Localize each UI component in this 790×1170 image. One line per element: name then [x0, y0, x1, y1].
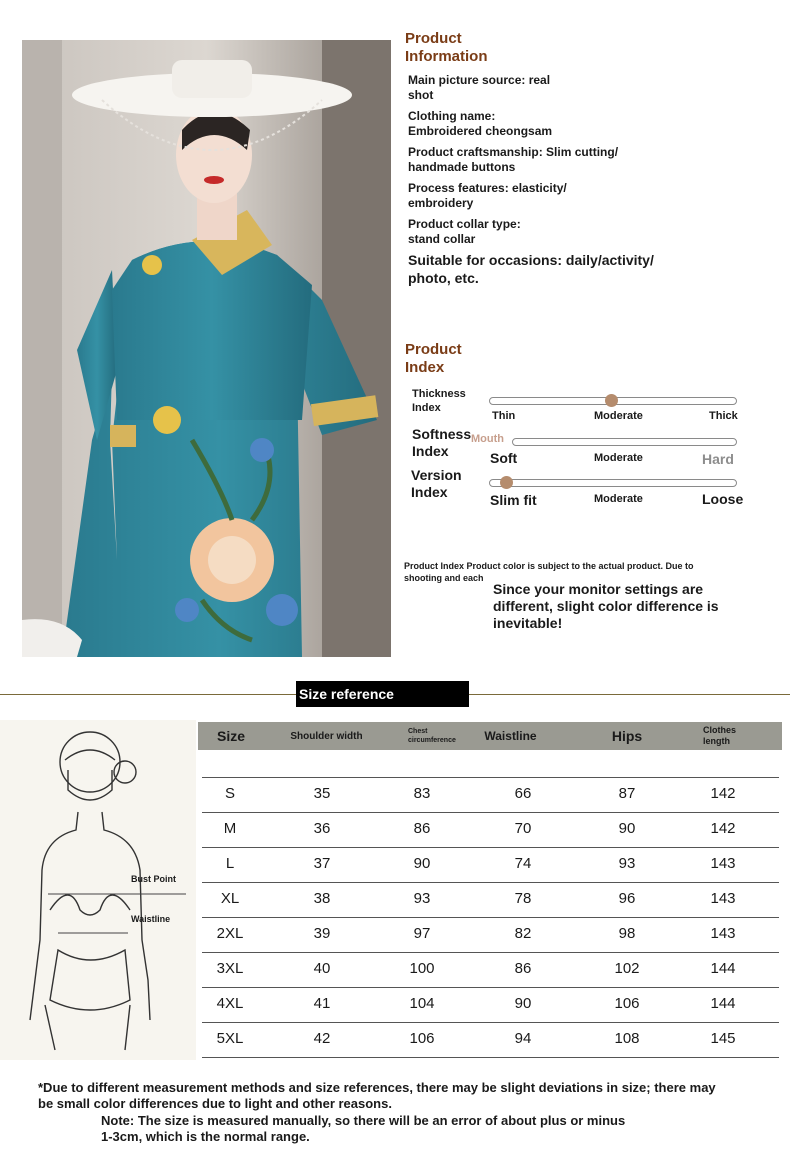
- measure-cell: 108: [614, 1030, 640, 1047]
- measure-cell: 143: [710, 855, 736, 872]
- size-cell: M: [223, 820, 237, 837]
- body-measurement-figure: [0, 720, 196, 1060]
- measure-cell: 38: [313, 890, 331, 907]
- info-item-craftsmanship: Product craftsmanship: Slim cutting/ handmade buttons: [408, 145, 619, 174]
- measure-cell: 40: [313, 960, 331, 977]
- measure-cell: 37: [313, 855, 331, 872]
- table-row-divider: [202, 987, 779, 988]
- measure-cell: 142: [710, 820, 736, 837]
- info-item-source: Main picture source: real shot: [408, 73, 551, 102]
- thickness-index-label: Thickness Index: [412, 388, 466, 414]
- table-row-divider: [202, 777, 779, 778]
- measure-cell: 143: [710, 890, 736, 907]
- version-mid-label: Moderate: [594, 493, 643, 505]
- measure-cell: 104: [409, 995, 435, 1012]
- size-cell: 2XL: [216, 925, 244, 942]
- size-cell: L: [225, 855, 235, 872]
- thickness-index-knob: [605, 394, 618, 407]
- measure-cell: 90: [413, 855, 431, 872]
- measure-cell: 106: [409, 1030, 435, 1047]
- product-index-title: Product Index: [405, 341, 462, 376]
- table-row-divider: [202, 882, 779, 883]
- info-item-process: Process features: elasticity/ embroidery: [408, 181, 567, 210]
- measure-cell: 106: [614, 995, 640, 1012]
- footnote-measurement: *Due to different measurement methods and size references, there may be slight deviations in size; there may be small color differences due to light and other reasons.: [38, 1080, 716, 1111]
- softness-index-label: Softness Index: [412, 426, 472, 459]
- measure-cell: 78: [514, 890, 532, 907]
- softness-overlay-text: Mouth: [471, 433, 504, 445]
- softness-right-label: Hard: [702, 451, 734, 467]
- product-info-title: Product Information: [405, 30, 488, 65]
- table-row-divider: [202, 847, 779, 848]
- size-table-header: [198, 722, 782, 750]
- version-left-label: Slim fit: [490, 492, 537, 508]
- size-cell: XL: [220, 890, 240, 907]
- footnote-manual-note: Note: The size is measured manually, so there will be an error of about plus or minus 1-3cm, which is the normal range.: [101, 1113, 626, 1144]
- measure-cell: 41: [313, 995, 331, 1012]
- measure-cell: 70: [514, 820, 532, 837]
- measure-cell: 82: [514, 925, 532, 942]
- measure-cell: 66: [514, 785, 532, 802]
- measure-cell: 42: [313, 1030, 331, 1047]
- measure-cell: 145: [710, 1030, 736, 1047]
- table-row-divider: [202, 1057, 779, 1058]
- product-photo: [22, 40, 391, 657]
- table-row-divider: [202, 1022, 779, 1023]
- measure-cell: 102: [614, 960, 640, 977]
- col-header-waistline: Waistline: [484, 729, 537, 743]
- measure-cell: 83: [413, 785, 431, 802]
- col-header-chest: Chest circumference: [408, 728, 456, 744]
- version-index-knob: [500, 476, 513, 489]
- measure-cell: 39: [313, 925, 331, 942]
- measure-cell: 87: [618, 785, 636, 802]
- measure-cell: 93: [413, 890, 431, 907]
- table-row-divider: [202, 812, 779, 813]
- measure-cell: 86: [413, 820, 431, 837]
- measure-cell: 143: [710, 925, 736, 942]
- measure-cell: 98: [618, 925, 636, 942]
- table-row-divider: [202, 952, 779, 953]
- col-header-length: Clothes length: [703, 725, 737, 746]
- info-item-name: Clothing name: Embroidered cheongsam: [408, 109, 553, 138]
- version-right-label: Loose: [702, 491, 744, 507]
- measure-cell: 90: [618, 820, 636, 837]
- size-cell: 4XL: [216, 995, 244, 1012]
- col-header-hips: Hips: [611, 728, 643, 744]
- table-row-divider: [202, 917, 779, 918]
- col-header-shoulder: Shoulder width: [290, 730, 363, 742]
- size-reference-title: Size reference: [296, 681, 469, 707]
- measure-cell: 94: [514, 1030, 532, 1047]
- measure-cell: 86: [514, 960, 532, 977]
- thickness-right-label: Thick: [709, 410, 738, 422]
- size-cell: 5XL: [216, 1030, 244, 1047]
- measure-cell: 35: [313, 785, 331, 802]
- softness-index-slider: [512, 438, 737, 446]
- col-header-size: Size: [216, 728, 245, 744]
- color-note-big: Since your monitor settings are different, slight color difference is inevitable!: [493, 581, 719, 631]
- measure-cell: 97: [413, 925, 431, 942]
- thickness-mid-label: Moderate: [594, 410, 643, 422]
- softness-left-label: Soft: [490, 450, 518, 466]
- version-index-slider: [489, 479, 737, 487]
- color-note-small: Product Index Product color is subject to the actual product. Due to shooting and each: [404, 561, 694, 583]
- measure-cell: 96: [618, 890, 636, 907]
- measure-cell: 144: [710, 995, 736, 1012]
- measure-cell: 142: [710, 785, 736, 802]
- waistline-label: Waistline: [131, 914, 171, 924]
- measure-cell: 74: [514, 855, 532, 872]
- measure-cell: 90: [514, 995, 532, 1012]
- info-item-collar: Product collar type: stand collar: [408, 217, 521, 246]
- measure-cell: 36: [313, 820, 331, 837]
- bust-point-label: Bust Point: [131, 874, 176, 884]
- size-cell: 3XL: [216, 960, 244, 977]
- softness-mid-label: Moderate: [594, 452, 643, 464]
- measure-cell: 93: [618, 855, 636, 872]
- info-item-occasions: Suitable for occasions: daily/activity/ photo, etc.: [408, 252, 654, 286]
- thickness-left-label: Thin: [492, 410, 516, 422]
- size-cell: S: [224, 785, 235, 802]
- version-index-label: Version Index: [411, 467, 462, 500]
- measure-cell: 100: [409, 960, 435, 977]
- measure-cell: 144: [710, 960, 736, 977]
